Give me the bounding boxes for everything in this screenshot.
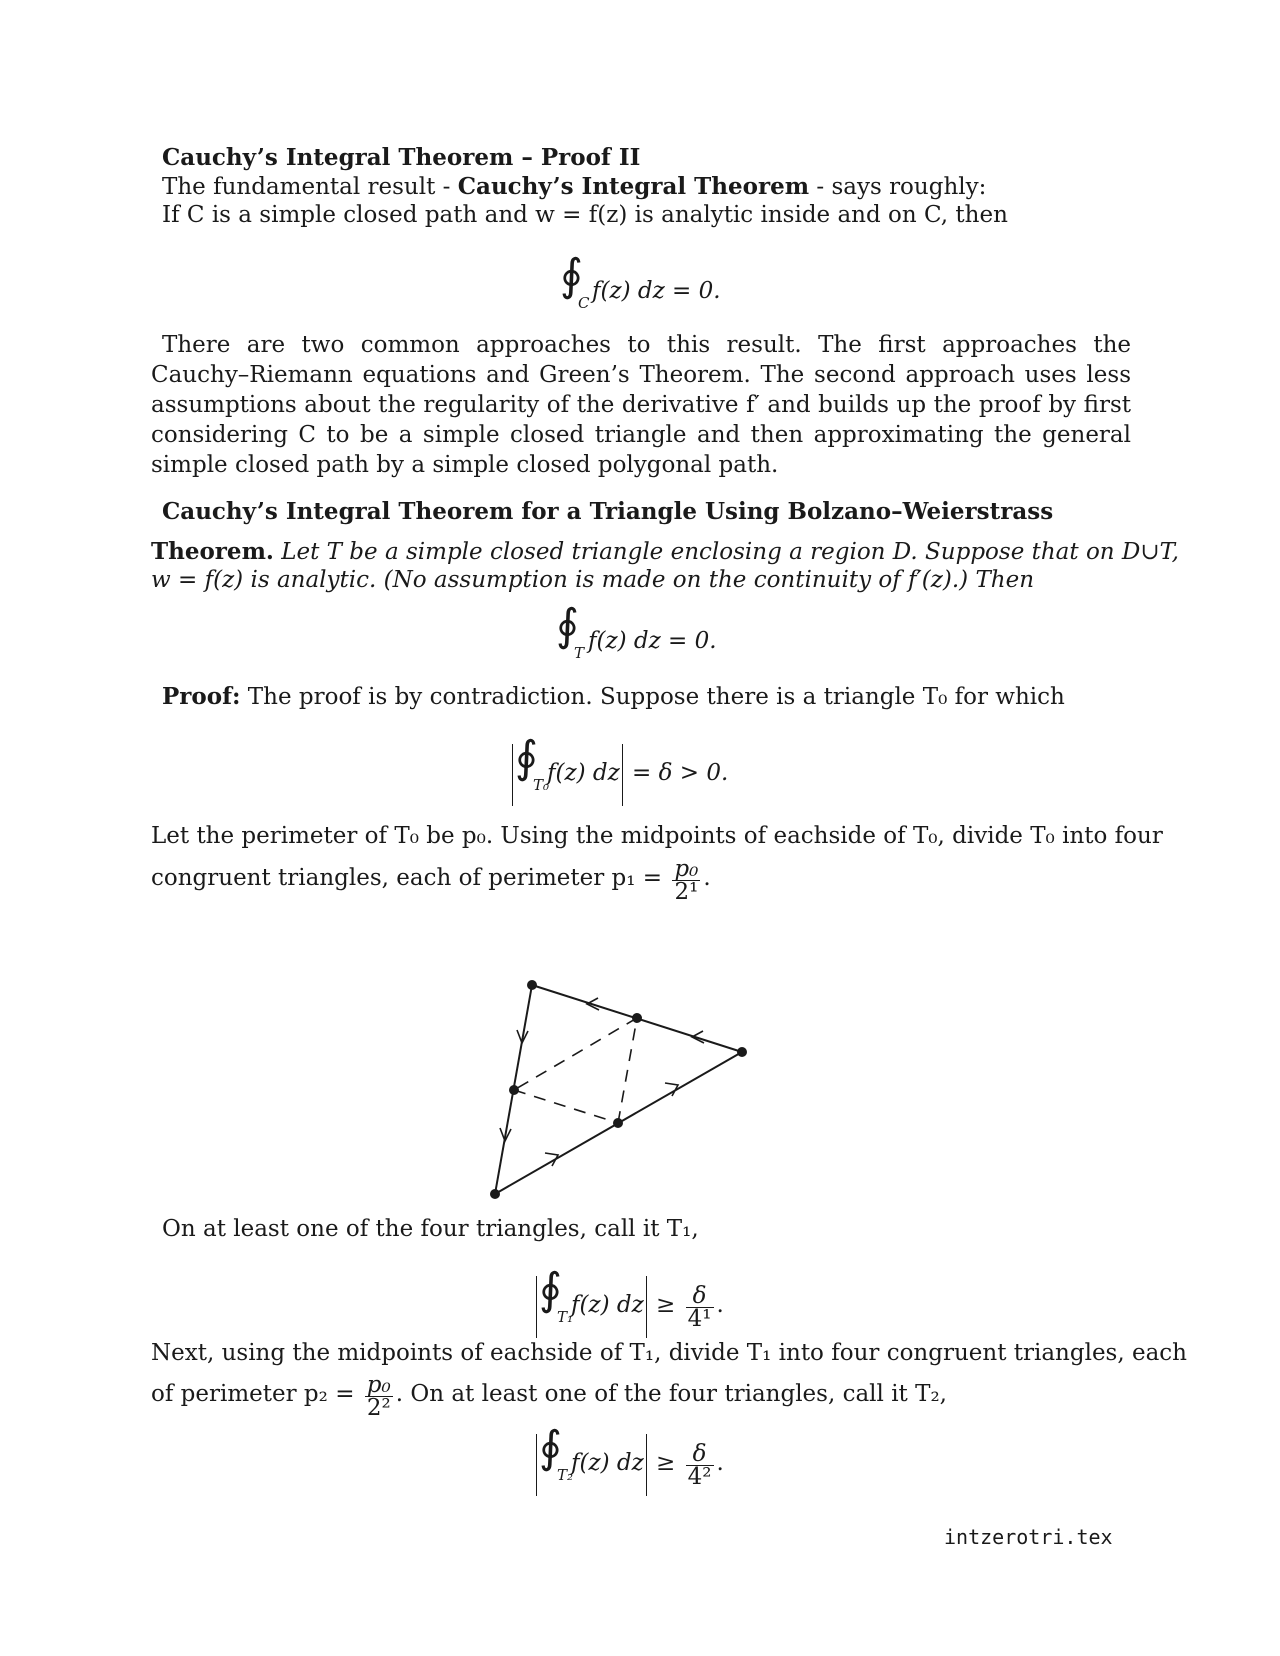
equation-body: f(z) dz = 0.: [592, 278, 721, 304]
contour-integral-symbol: ∮ T₁: [539, 1264, 574, 1326]
paragraph2-line-2-text: congruent triangles, each of perimeter p₁ =: [151, 865, 663, 891]
fraction-numerator: δ: [686, 1443, 714, 1466]
vertex-right: [737, 1047, 747, 1057]
contour-limit: T₂: [557, 1466, 574, 1484]
relation-symbol: ≥: [656, 1292, 676, 1318]
paragraph3: On at least one of the four triangles, call it T₁,: [162, 1216, 699, 1242]
paragraph-approaches: There are two common approaches to this result. The first approaches the Cauchy–Riemann equations and Green’s Theorem. The second approach uses less assumptions about the regularity of the derivative f′ and builds up the proof by first considering C to be a simple closed triangle and then approximating the general simple closed path by a simple closed polygonal path.: [151, 332, 1131, 478]
abs-bar-left: [536, 1434, 537, 1496]
equation-body: f(z) dz: [547, 760, 620, 786]
contour-limit: C: [578, 294, 590, 312]
contour-integral-symbol: ∮ T₂: [539, 1422, 574, 1484]
equation-t2: ∮ T₂ f(z) dz ≥ $\frac{\delta}{\text{4²}}$ .: [534, 1434, 724, 1496]
contour-limit: T: [574, 644, 585, 662]
arrow-right-1: [665, 1083, 678, 1096]
arrow-top-2: [692, 1031, 704, 1043]
equation-contour-c: [560, 250, 721, 312]
relation-symbol: ≥: [656, 1450, 676, 1476]
fraction-denominator: 2²: [366, 1395, 391, 1421]
midpoint-top: [632, 1013, 642, 1023]
fraction-denominator: 2¹: [674, 879, 699, 905]
triangle-edge-right: [495, 1052, 742, 1194]
arrow-right-2: [545, 1153, 558, 1166]
paragraph4-line-2-pre: of perimeter p₂ =: [151, 1381, 355, 1407]
proof-text: The proof is by contradiction. Suppose there is a triangle T₀ for which: [247, 684, 1065, 710]
paragraph4-line-2-post: . On at least one of the four triangles, call it T₂,: [395, 1381, 947, 1407]
proof-label: Proof:: [162, 683, 241, 710]
paragraph4-line-1: Next, using the midpoints of eachside of T₁, divide T₁ into four congruent triangles, each: [151, 1340, 1187, 1366]
fraction-numerator: p₀: [366, 1372, 391, 1398]
triangle-edge-left: [495, 985, 532, 1194]
intro-line-1: [162, 173, 986, 200]
fraction-denominator: 4¹: [687, 1306, 712, 1332]
paragraph2-line-2: congruent triangles, each of perimeter p₁ = $\frac{\text{p₀}}{\text{2¹}}$ .: [151, 856, 711, 905]
midpoint-right: [613, 1118, 623, 1128]
intro-line-1-pre: The fundamental result -: [162, 174, 458, 200]
fraction-delta: [686, 1285, 714, 1330]
triangle-edge-top: [532, 985, 742, 1052]
theorem-text-1: Let T be a simple closed triangle enclosing a region D. Suppose that on D∪T,: [281, 539, 1179, 565]
abs-bar-left: [536, 1276, 537, 1338]
fraction-denominator: 4²: [687, 1464, 712, 1490]
abs-bar-right: [622, 744, 623, 806]
contour-limit: T₁: [557, 1308, 574, 1326]
midpoint-edge-dashed-1: [514, 1018, 637, 1090]
paragraph4-line-2: [151, 1374, 947, 1419]
equation-t1: ∮ T₁ f(z) dz ≥ $\frac{\delta}{\text{4¹}}$ .: [534, 1276, 724, 1338]
theorem-label: Theorem.: [151, 538, 274, 565]
intro-line-2: If C is a simple closed path and w = f(z) is analytic inside and on C, then: [162, 202, 1008, 228]
fraction-p1: [672, 858, 700, 903]
arrow-left-1: [517, 1030, 528, 1043]
equation-contour-t: [556, 600, 717, 662]
abs-bar-left: [512, 744, 513, 806]
fraction-p2: [365, 1374, 393, 1419]
abs-bar-right: [646, 1434, 647, 1496]
paragraph2-line-1: Let the perimeter of T₀ be p₀. Using the midpoints of eachside of T₀, divide T₀ into four: [151, 823, 1163, 849]
fraction-numerator: p₀: [674, 856, 699, 882]
equation-body: f(z) dz = 0.: [588, 628, 717, 654]
intro-line-1-bold: Cauchy’s Integral Theorem: [457, 173, 810, 200]
vertex-bottom: [490, 1189, 500, 1199]
contour-limit: T₀: [533, 776, 550, 794]
fraction-delta: [686, 1443, 714, 1488]
contour-integral-symbol: ∮ C: [560, 250, 590, 312]
footer-filename: intzerotri.tex: [944, 1525, 1113, 1549]
equation-body: f(z) dz: [571, 1292, 644, 1318]
theorem-line-1: [151, 538, 1179, 565]
equation-rhs: = δ > 0.: [632, 760, 729, 786]
section-title: Cauchy’s Integral Theorem for a Triangle Using Bolzano–Weierstrass: [162, 498, 1054, 525]
proof-line: [162, 683, 1065, 710]
equation-t0-delta: [510, 732, 729, 806]
midpoint-edge-dashed-3: [618, 1018, 637, 1123]
contour-integral-symbol: ∮ T: [556, 600, 585, 662]
midpoint-left: [509, 1085, 519, 1095]
vertex-top: [527, 980, 537, 990]
equation-body: f(z) dz: [571, 1450, 644, 1476]
fraction-numerator: δ: [686, 1285, 714, 1308]
intro-line-1-post: - says roughly:: [809, 174, 987, 200]
contour-integral-symbol: ∮ T₀: [515, 732, 550, 794]
arrow-left-2: [500, 1128, 511, 1141]
arrow-top-1: [587, 998, 599, 1010]
document-title: Cauchy’s Integral Theorem – Proof II: [162, 144, 641, 171]
theorem-line-2: w = f(z) is analytic. (No assumption is made on the continuity of f′(z).) Then: [151, 567, 1035, 593]
midpoint-edge-dashed-2: [514, 1090, 618, 1123]
abs-bar-right: [646, 1276, 647, 1338]
